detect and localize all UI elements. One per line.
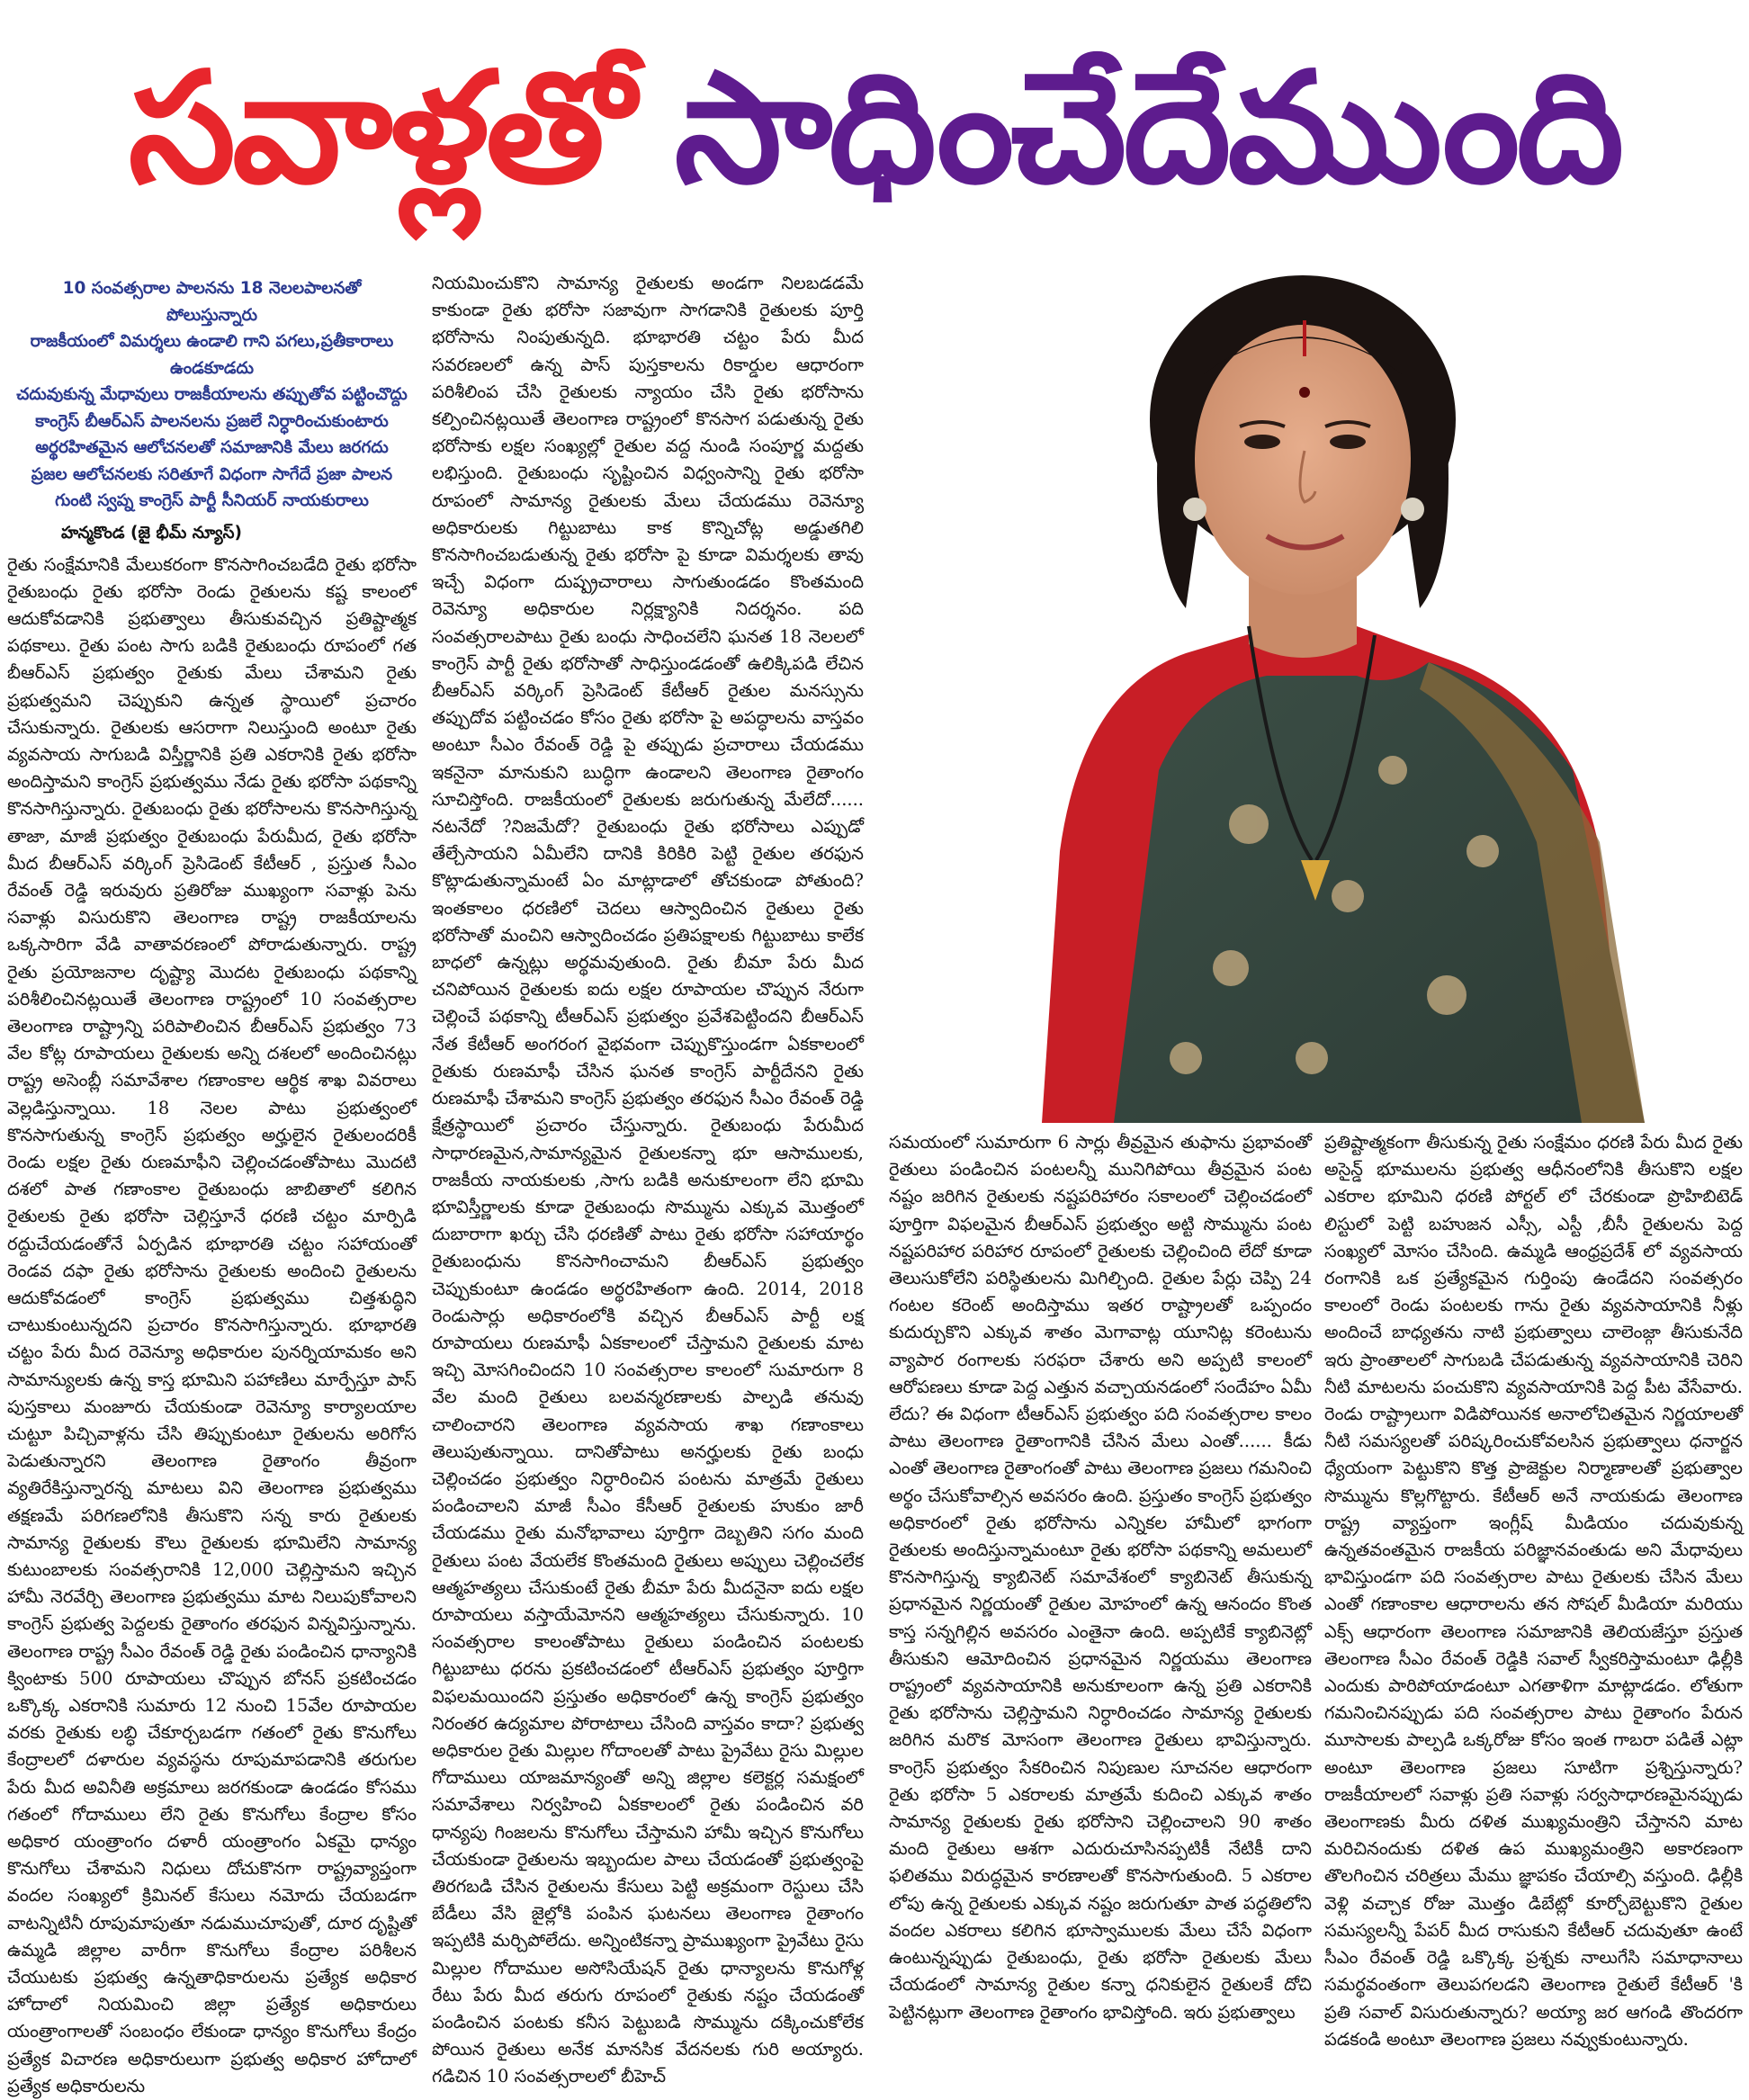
highlight-line: ప్రజల ఆలోచనలకు సరితూగే విధంగా సాగేదే ప్రజా పాలన xyxy=(14,462,409,489)
article-text-column-4: ప్రతిష్టాత్మకంగా తీసుకున్న రైతు సంక్షేమం ధరణి పేరు మీద రైతు అసైన్డ్ భూములను ప్రభుత్వ ఆధీనంలోనికి తీసుకొని లక్షల ఎకరాల భూమిని ధరణి పోర్టల్ లో చేరకుండా ప్రొహిబిటెడ్ లిస్టులో పెట్టి బహుజన ఎస్సీ, ఎస్టీ ,బీసీ రైతులను పెద్ద సంఖ్యలో మోసం చేసింది. ఉమ్మడి ఆంధ్రప్రదేశ్ లో వ్యవసాయ రంగానికి ఒక ప్రత్యేకమైన గుర్తింపు ఉండేదని సంవత్సరం కాలంలో రెండు పంటలకు గాను రైతు వ్యవసాయానికి నీళ్లు అందించే బాధ్యతను నాటి ప్రభుత్వాలు చాలెంజ్గా తీసుకునేది ఇరు ప్రాంతాలలో సాగుబడి చేపడుతున్న వ్యవసాయానికి చెరిని నీటి మాటలను పంచుకొని వ్యవసాయానికి పెద్ద పీట వేసేవారు. రెండు రాష్ట్రాలుగా విడిపోయినక అనాలోచితమైన నిర్ణయాలతో నీటి సమస్యలతో పరిష్కరించుకోవలసిన ప్రభుత్వాలు ధనార్జన ధ్యేయంగా పెట్టుకొని కొత్త ప్రాజెక్టుల నిర్మాణాలతో ప్రభుత్వాల సొమ్మును కొల్లగొట్టారు. కేటీఆర్ అనే నాయకుడు తెలంగాణ రాష్ట్ర వ్యాప్తంగా ఇంగ్లీష్ మీడియం చదువుకున్న ఉన్నతవంతమైన రాజకీయ పరిజ్ఞానవంతుడు అని మేధావులు భావిస్తుండగా పది సంవత్సరాల పాటు రైతులకు చేసిన మేలు ఎంతో గణాంకాల ఆధారాలను తన సోషల్ మీడియా మరియు ఎక్స్ ఆధారంగా తెలంగాణ సమాజానికి తెలియజేస్తూ ప్రస్తుత తెలంగాణ సీఎం రేవంత్ రెడ్డికి సవాల్ స్వీకరిస్తామంటూ ఢిల్లీకి ఎందుకు పారిపోయాడంటూ ఎగతాళిగా మాట్లాడడం. లోతుగా గమనించినప్పుడు పది సంవత్సరాల పాటు రైతాంగం పేరున మూసాలకు పాల్పడి ఒక్కరోజు కోసం ఇంత గాబరా పడితే ఎట్లా అంటూ తెలంగాణ ప్రజలు సూటిగా ప్రశ్నిస్తున్నారు? రాజకీయాలలో సవాళ్లు ప్రతి సవాళ్లు సర్వసాధారణమైనప్పుడు తెలంగాణకు మీరు దళిత ముఖ్యమంత్రిని చేస్తానని మాట మరిచినందుకు దళిత ఉప ముఖ్యమంత్రిని అకారణంగా తొలగించిన చరిత్రలు మేము జ్ఞాపకం చేయాల్సి వస్తుంది. ఢిల్లీకి వెళ్లి వచ్చాక రోజు మొత్తం డిబేట్లో కూర్చోబెట్టుకొని రైతుల సమస్యలన్నీ పేపర్ మీద రాసుకుని కేటీఆర్ చదువుతూ ఉంటే సీఎం రేవంత్ రెడ్డి ఒక్కొక్క ప్రశ్నకు నాలుగేసి సమాధానాలు సమర్థవంతంగా తెలుపగలడని తెలంగాణ రైతులే కేటీఆర్ 'కి ప్రతి సవాల్ విసురుతున్నారు? అయ్యా జర ఆగండి తొందరగా పడకండి అంటూ తెలంగాణ ప్రజలు నవ్వుకుంటున్నారు. xyxy=(1324,1129,1743,2053)
highlight-line: కాంగ్రెస్ బీఆర్ఎస్ పాలనలను ప్రజలే నిర్ధారించుకుంటారు xyxy=(14,408,409,435)
article-column-3 xyxy=(889,1129,1312,1960)
article-column-4 xyxy=(1324,1129,1743,1960)
highlight-line: గుంటి స్వప్న కాంగ్రెస్ పార్టీ సీనియర్ నాయకురాలు xyxy=(14,488,409,515)
highlight-line: అర్థరహితమైన ఆలోచనలతో సమాజానికి మేలు జరగదు xyxy=(14,435,409,462)
portrait-photo xyxy=(889,266,1745,1123)
highlight-line: 10 సంవత్సరాల పాలనను 18 నెలలపాలనతో పోలుస్తున్నారు xyxy=(14,275,409,328)
article-text-column-2: నియమించుకొని సామాన్య రైతులకు అండగా నిలబడడమే కాకుండా రైతు భరోసా సజావుగా సాగడానికి రైతులకు పూర్తి భరోసాను నింపుతున్నది. భూభారతి చట్టం పేరు మీద సవరణలలో ఉన్న పాస్ పుస్తకాలను రికార్డుల ఆధారంగా పరిశీలింప చేసి రైతులకు న్యాయం చేసి రైతు భరోసాను కల్పించినట్లయితే తెలంగాణ రాష్ట్రంలో కొనసాగ పడుతున్న రైతు భరోసాకు లక్షల సంఖ్యల్లో రైతుల వద్ద నుండి సంపూర్ణ మద్దతు లభిస్తుంది. రైతుబంధు సృష్టించిన విధ్వంసాన్ని రైతు భరోసా రూపంలో సామాన్య రైతులకు మేలు చేయడము రెవెన్యూ అధికారులకు గిట్టుబాటు కాక కొన్నిచోట్ల అడ్డుతగిలి కొనసాగించబడుతున్న రైతు భరోసా పై కూడా విమర్శలకు తావు ఇచ్చే విధంగా దుష్ప్రచారాలు సాగుతుండడం కొంతమంది రెవెన్యూ అధికారుల నిర్లక్ష్యానికి నిదర్శనం. పది సంవత్సరాలపాటు రైతు బంధు సాధించలేని ఘనత 18 నెలలలో కాంగ్రెస్ పార్టీ రైతు భరోసాతో సాధిస్తుండడంతో ఉలిక్కిపడి లేచిన బీఆర్ఎస్ వర్కింగ్ ప్రెసిడెంట్ కేటీఆర్ రైతుల మనస్సును తప్పుదోవ పట్టించడం కోసం రైతు భరోసా పై అపద్ధాలను వాస్తవం అంటూ సీఎం రేవంత్ రెడ్డి పై తప్పుడు ప్రచారాలు చేయడము ఇకనైనా మానుకుని బుద్ధిగా ఉండాలని తెలంగాణ రైతాంగం సూచిస్తోంది. రాజకీయంలో రైతులకు జరుగుతున్న మేలేదో...... నటనేదో ?నిజమేదో? రైతుబంధు రైతు భరోసాలు ఎప్పుడో తేల్చేసాయని ఏమీలేని దానికి కిరికిరి పెట్టి రైతుల తరఫున కొట్లాడుతున్నామంటే ఏం మాట్లాడాలో తోచకుండా పోతుంది? ఇంతకాలం ధరణిలో చెదలు ఆస్వాదించిన రైతులు రైతు భరోసాతో మంచిని ఆస్వాదించడం ప్రతిపక్షాలకు గిట్టుబాటు కాలేక బాధలో ఉన్నట్లు అర్థమవుతుంది. రైతు బీమా పేరు మీద చనిపోయిన రైతులకు ఐదు లక్షల రూపాయల చొప్పున నేరుగా చెల్లించే పథకాన్ని టీఆర్ఎస్ ప్రభుత్వం ప్రవేశపెట్టిందని బీఆర్ఎస్ నేత కేటీఆర్ అంగరంగ వైభవంగా చెప్పుకొస్తుండగా ఏకకాలంలో రైతుకు రుణమాఫీ చేసిన ఘనత కాంగ్రెస్ పార్టీదేనని రైతు రుణమాఫీ చేశామని కాంగ్రెస్ ప్రభుత్వం తరఫున సీఎం రేవంత్ రెడ్డి క్షేత్రస్థాయిలో ప్రచారం చేస్తున్నారు. రైతుబంధు పేరుమీద సాధారణమైన,సామాన్యమైన రైతులకన్నా భూ ఆసాములకు, రాజకీయ నాయకులకు ,సాగు బడికి అనుకూలంగా లేని భూమి భూవిస్తీర్ణాలకు కూడా రైతుబంధు సొమ్మును ఎక్కువ మొత్తంలో దుబారాగా ఖర్చు చేసి ధరణితో పాటు రైతు భరోసా సహాయార్థం రైతుబంధును కొనసాగించామని బీఆర్ఎస్ ప్రభుత్వం చెప్పుకుంటూ ఉండడం అర్థరహితంగా ఉంది. 2014, 2018 రెండుసార్లు అధికారంలోకి వచ్చిన బీఆర్ఎస్ పార్టీ లక్ష రూపాయలు రుణమాఫీ ఏకకాలంలో చేస్తామని రైతులకు మాట ఇచ్చి మోసగించిందని 10 సంవత్సరాల కాలంలో సుమారుగా 8 వేల మంది రైతులు బలవన్మరణాలకు పాల్పడి తనువు చాలించారని తెలంగాణ వ్యవసాయ శాఖ గణాంకాలు తెలుపుతున్నాయి. దానితోపాటు అనర్హులకు రైతు బంధు చెల్లించడం ప్రభుత్వం నిర్ధారించిన పంటను మాత్రమే రైతులు పండించాలని మాజీ సీఎం కేసీఆర్ రైతులకు హుకుం జారీ చేయడము రైతు మనోభావాలు పూర్తిగా దెబ్బతిని సగం మంది రైతులు పంట వేయలేక కొంతమంది రైతులు అప్పులు చెల్లించలేక ఆత్మహత్యలు చేసుకుంటే రైతు బీమా పేరు మీదనైనా ఐదు లక్షల రూపాయలు వస్తాయేమోనని ఆత్మహత్యలు చేసుకున్నారు. 10 సంవత్సరాల కాలంతోపాటు రైతులు పండించిన పంటలకు గిట్టుబాటు ధరను ప్రకటించడంలో టీఆర్ఎస్ ప్రభుత్వం పూర్తిగా విఫలమయిందని ప్రస్తుతం అధికారంలో ఉన్న కాంగ్రెస్ ప్రభుత్వం నిరంతర ఉద్యమాల పోరాటాలు చేసింది వాస్తవం కాదా? ప్రభుత్వ అధికారుల రైతు మిల్లుల గోదాంలతో పాటు ప్రైవేటు రైసు మిల్లుల గోదాములు యాజమాన్యంతో అన్ని జిల్లాల కలెక్టర్ల సమక్షంలో సమావేశాలు నిర్వహించి ఏకకాలంలో రైతు పండించిన వరి ధాన్యపు గింజలను కొనుగోలు చేస్తామని హామీ ఇచ్చిన కొనుగోలు చేయకుండా రైతులను ఇబ్బందుల పాలు చేయడంతో ప్రభుత్వంపై తిరగబడి చేసిన రైతులను కేసులు పెట్టి అక్రమంగా రెస్టులు చేసి బేడీలు వేసి జైల్లోకి పంపిన ఘటనలు తెలంగాణ రైతాంగం ఇప్పటికి మర్చిపోలేదు. అన్నింటికన్నా ప్రాముఖ్యంగా ప్రైవేటు రైసు మిల్లుల గోదాముల అసోసియేషన్ రైతు ధాన్యాలను కొనుగోళ్ల రేటు పేరు మీద తరుగు రూపంలో రైతుకు నష్టం చేయడంతో పండించిన పంటకు కనీస పెట్టుబడి సొమ్మును దక్కించుకోలేక పోయిన రైతులు అనేక మానసిక వేదనలకు గురి అయ్యారు. గడిచిన 10 సంవత్సరాలలో బీహెచ్ xyxy=(432,270,864,2091)
highlight-line: రాజకీయంలో విమర్శలు ఉండాలి గాని పగలు,ప్రతీకారాలు ఉండకూడదు xyxy=(14,328,409,381)
portrait-illustration xyxy=(889,266,1745,1123)
highlights-box xyxy=(7,275,417,515)
headline-part-1: సవాళ్లతో xyxy=(129,52,632,205)
headline xyxy=(0,0,1749,256)
article-column-2 xyxy=(432,270,864,1960)
article-column-1 xyxy=(7,270,417,1960)
highlight-line: చదువుకున్న మేధావులు రాజకీయాలను తప్పుతోవ పట్టించొద్దు xyxy=(14,381,409,408)
dateline: హన్మకొండ (జై భీమ్ న్యూస్) xyxy=(61,524,417,546)
article-text-column-1: రైతు సంక్షేమానికి మేలుకరంగా కొనసాగించబడేది రైతు భరోసా రైతుబంధు రైతు భరోసా రెండు రైతులను కష్ట కాలంలో ఆదుకోవడానికి ప్రభుత్వాలు తీసుకువచ్చిన ప్రతిష్టాత్మక పథకాలు. రైతు పంట సాగు బడికి రైతుబంధు రూపంలో గత బీఆర్ఎస్ ప్రభుత్వం రైతుకు మేలు చేశామని రైతు ప్రభుత్వమని చెప్పుకుని ఉన్నత స్థాయిలో ప్రచారం చేసుకున్నారు. రైతులకు ఆసరాగా నిలుస్తుంది అంటూ రైతు వ్యవసాయ సాగుబడి విస్తీర్ణానికి ప్రతి ఎకరానికి రైతు భరోసా అందిస్తామని కాంగ్రెస్ ప్రభుత్వము నేడు రైతు భరోసా పథకాన్ని కొనసాగిస్తున్నారు. రైతుబంధు రైతు భరోసాలను కొనసాగిస్తున్న తాజా, మాజీ ప్రభుత్వం రైతుబంధు పేరుమీద, రైతు భరోసా మీద బీఆర్ఎస్ వర్కింగ్ ప్రెసిడెంట్ కేటీఆర్ , ప్రస్తుత సీఎం రేవంత్ రెడ్డి ఇరువురు ప్రతిరోజు ముఖ్యంగా సవాళ్లు పెను సవాళ్లు విసురుకొని తెలంగాణ రాష్ట్ర రాజకీయాలను ఒక్కసారిగా వేడి వాతావరణంలో పోరాడుతున్నారు. రాష్ట్ర రైతు ప్రయోజనాల దృష్ట్యా మొదట రైతుబంధు పథకాన్ని పరిశీలించినట్లయితే తెలంగాణ రాష్ట్రంలో 10 సంవత్సరాల తెలంగాణ రాష్ట్రాన్ని పరిపాలించిన బీఆర్ఎస్ ప్రభుత్వం 73 వేల కోట్ల రూపాయలు రైతులకు అన్ని దశలలో అందించినట్లు రాష్ట్ర అసెంబ్లీ సమావేశాల గణాంకాల ఆర్థిక శాఖ వివరాలు వెల్లడిస్తున్నాయి. 18 నెలల పాటు ప్రభుత్వంలో కొనసాగుతున్న కాంగ్రెస్ ప్రభుత్వం అర్హులైన రైతులందరికీ రెండు లక్షల రైతు రుణమాఫీని చెల్లించడంతోపాటు మొదటి దశలో పాత గణాంకాల రైతుబంధు జాబితాలో కలిగిన రైతులకు రైతు భరోసా చెల్లిస్తూనే ధరణి చట్టం మార్పిడి రద్దుచేయడంతోనే ఏర్పడిన భూభారతి చట్టం సహాయంతో రెండవ దఫా రైతు భరోసాను రైతులకు అందించి రైతులను ఆదుకోవడంలో కాంగ్రెస్ ప్రభుత్వము చిత్తశుద్ధిని చాటుకుంటున్నదని ప్రచారం కొనసాగిస్తున్నారు. భూభారతి చట్టం పేరు మీద రెవెన్యూ అధికారుల పునర్నియామకం అని సామాన్యులకు ఉన్న కాస్త భూమిని పహాణిలు మార్పేస్తూ పాస్ పుస్తకాలు మంజూరు చేయకుండా రెవెన్యూ కార్యాలయాల చుట్టూ పిచ్చివాళ్లను చేసి తిప్పుకుంటూ రైతులను అరిగోస పెడుతున్నారని తెలంగాణ రైతాంగం తీవ్రంగా వ్యతిరేకిస్తున్నారన్న మాటలు విని తెలంగాణ ప్రభుత్వము తక్షణమే పరిగణలోనికి తీసుకొని సన్న కారు రైతులకు సామాన్య రైతులకు కౌలు రైతులకు భూమిలేని సామాన్య కుటుంబాలకు సంవత్సరానికి 12,000 చెల్లిస్తామని ఇచ్చిన హామీ నెరవేర్చి తెలంగాణ ప్రభుత్వము మాట నిలుపుకోవాలని కాంగ్రెస్ ప్రభుత్వ పెద్దలకు రైతాంగం తరఫున విన్నవిస్తున్నాను. తెలంగాణ రాష్ట్ర సీఎం రేవంత్ రెడ్డి రైతు పండించిన ధాన్యానికి క్వింటాకు 500 రూపాయలు చొప్పున బోనస్ ప్రకటించడం ఒక్కొక్క ఎకరానికి సుమారు 12 నుంచి 15వేల రూపాయల వరకు రైతుకు లబ్ధి చేకూర్చబడగా గతంలో రైతు కొనుగోలు కేంద్రాలలో దళారుల వ్యవస్థను రూపుమాపడానికి తరుగుల పేరు మీద అవినీతి అక్రమాలు జరగకుండా ఉండడం కోసము గతంలో గోదాములు లేని రైతు కొనుగోలు కేంద్రాల కోసం అధికార యంత్రాంగం దళారీ యంత్రాంగం ఏకమై ధాన్యం కొనుగోలు చేశామని నిధులు దోచుకొనగా రాష్ట్రవ్యాప్తంగా వందల సంఖ్యలో క్రిమినల్ కేసులు నమోదు చేయబడగా వాటన్నిటినీ రూపుమాపుతూ నడుముచూపుతో, దూర దృష్టితో ఉమ్మడి జిల్లాల వారీగా కొనుగోలు కేంద్రాల పరిశీలన చేయుటకు ప్రభుత్వ ఉన్నతాధికారులను ప్రత్యేక అధికార హోదాలో నియమించి జిల్లా ప్రత్యేక అధికారులు యంత్రాంగాలతో సంబంధం లేకుండా ధాన్యం కొనుగోలు కేంద్రం ప్రత్యేక విచారణ అధికారులుగా ప్రభుత్వ అధికార హోదాలో ప్రత్యేక అధికారులను xyxy=(7,552,417,2100)
article-text-column-3: సమయంలో సుమారుగా 6 సార్లు తీవ్రమైన తుఫాను ప్రభావంతో రైతులు పండించిన పంటలన్నీ మునిగిపోయి తీవ్రమైన పంట నష్టం జరిగిన రైతులకు నష్టపరిహారం సకాలంలో చెల్లించడంలో పూర్తిగా విఫలమైన బీఆర్ఎస్ ప్రభుత్వం అట్టి సొమ్మును పంట నష్టపరిహార పరిహార రూపంలో రైతులకు చెల్లించింది లేదో కూడా తెలుసుకోలేని పరిస్థితులను మిగిల్చింది. రైతుల పేర్లు చెప్పి 24 గంటల కరెంట్ అందిస్తాము ఇతర రాష్ట్రాలతో ఒప్పందం కుదుర్చుకొని ఎక్కువ శాతం మెగావాట్ల యూనిట్ల కరెంటును వ్యాపార రంగాలకు సరఫరా చేశారు అని అప్పటి కాలంలో ఆరోపణలు కూడా పెద్ద ఎత్తున వచ్చాయనడంలో సందేహం ఏమీ లేదు? ఈ విధంగా టీఆర్ఎస్ ప్రభుత్వం పది సంవత్సరాల కాలం పాటు తెలంగాణ రైతాంగానికి చేసిన మేలు ఎంతో...... కీడు ఎంతో తెలంగాణ రైతాంగంతో పాటు తెలంగాణ ప్రజలు గమనించి అర్థం చేసుకోవాల్సిన అవసరం ఉంది. ప్రస్తుతం కాంగ్రెస్ ప్రభుత్వం అధికారంలో రైతు భరోసాను ఎన్నికల హామీలో భాగంగా రైతులకు అందిస్తున్నామంటూ రైతు భరోసా పథకాన్ని అమలులో కొనసాగిస్తున్న క్యాబినెట్ సమావేశంలో క్యాబినెట్ తీసుకున్న ప్రధానమైన నిర్ణయంతో రైతుల మోహంలో ఉన్న ఆనందం కొంత కాస్త సన్నగిల్లిన అవసరం ఎంతైనా ఉంది. అప్పటికే క్యాబినెట్లో తీసుకుని ఆమోదించిన ప్రధానమైన నిర్ణయము తెలంగాణ రాష్ట్రంలో వ్యవసాయానికి అనుకూలంగా ఉన్న ప్రతి ఎకరానికి రైతు భరోసాను చెల్లిస్తామని నిర్ధారించడం సామాన్య రైతులకు జరిగిన మరొక మోసంగా తెలంగాణ రైతులు భావిస్తున్నారు. కాంగ్రెస్ ప్రభుత్వం సేకరించిన నిపుణుల సూచనల ఆధారంగా రైతు భరోసా 5 ఎకరాలకు మాత్రమే కుదించి ఎక్కువ శాతం సామాన్య రైతులకు రైతు భరోసాని చెల్లించాలని 90 శాతం మంది రైతులు ఆశగా ఎదురుచూసినప్పటికీ నేటికీ దాని ఫలితము విరుద్ధమైన కారణాలతో కొనసాగుతుంది. 5 ఎకరాల లోపు ఉన్న రైతులకు ఎక్కువ నష్టం జరుగుతూ పాత పద్ధతిలోని వందల ఎకరాలు కలిగిన భూస్వాములకు మేలు చేసే విధంగా ఉంటున్నప్పుడు రైతుబంధు, రైతు భరోసా రైతులకు మేలు చేయడంలో సామాన్య రైతుల కన్నా ధనికులైన రైతులకే దోచి పెట్టినట్లుగా తెలంగాణ రైతాంగం భావిస్తోంది. ఇరు ప్రభుత్వాలు xyxy=(889,1129,1312,2026)
headline-part-2: సాధించేదేముంది xyxy=(675,52,1621,205)
